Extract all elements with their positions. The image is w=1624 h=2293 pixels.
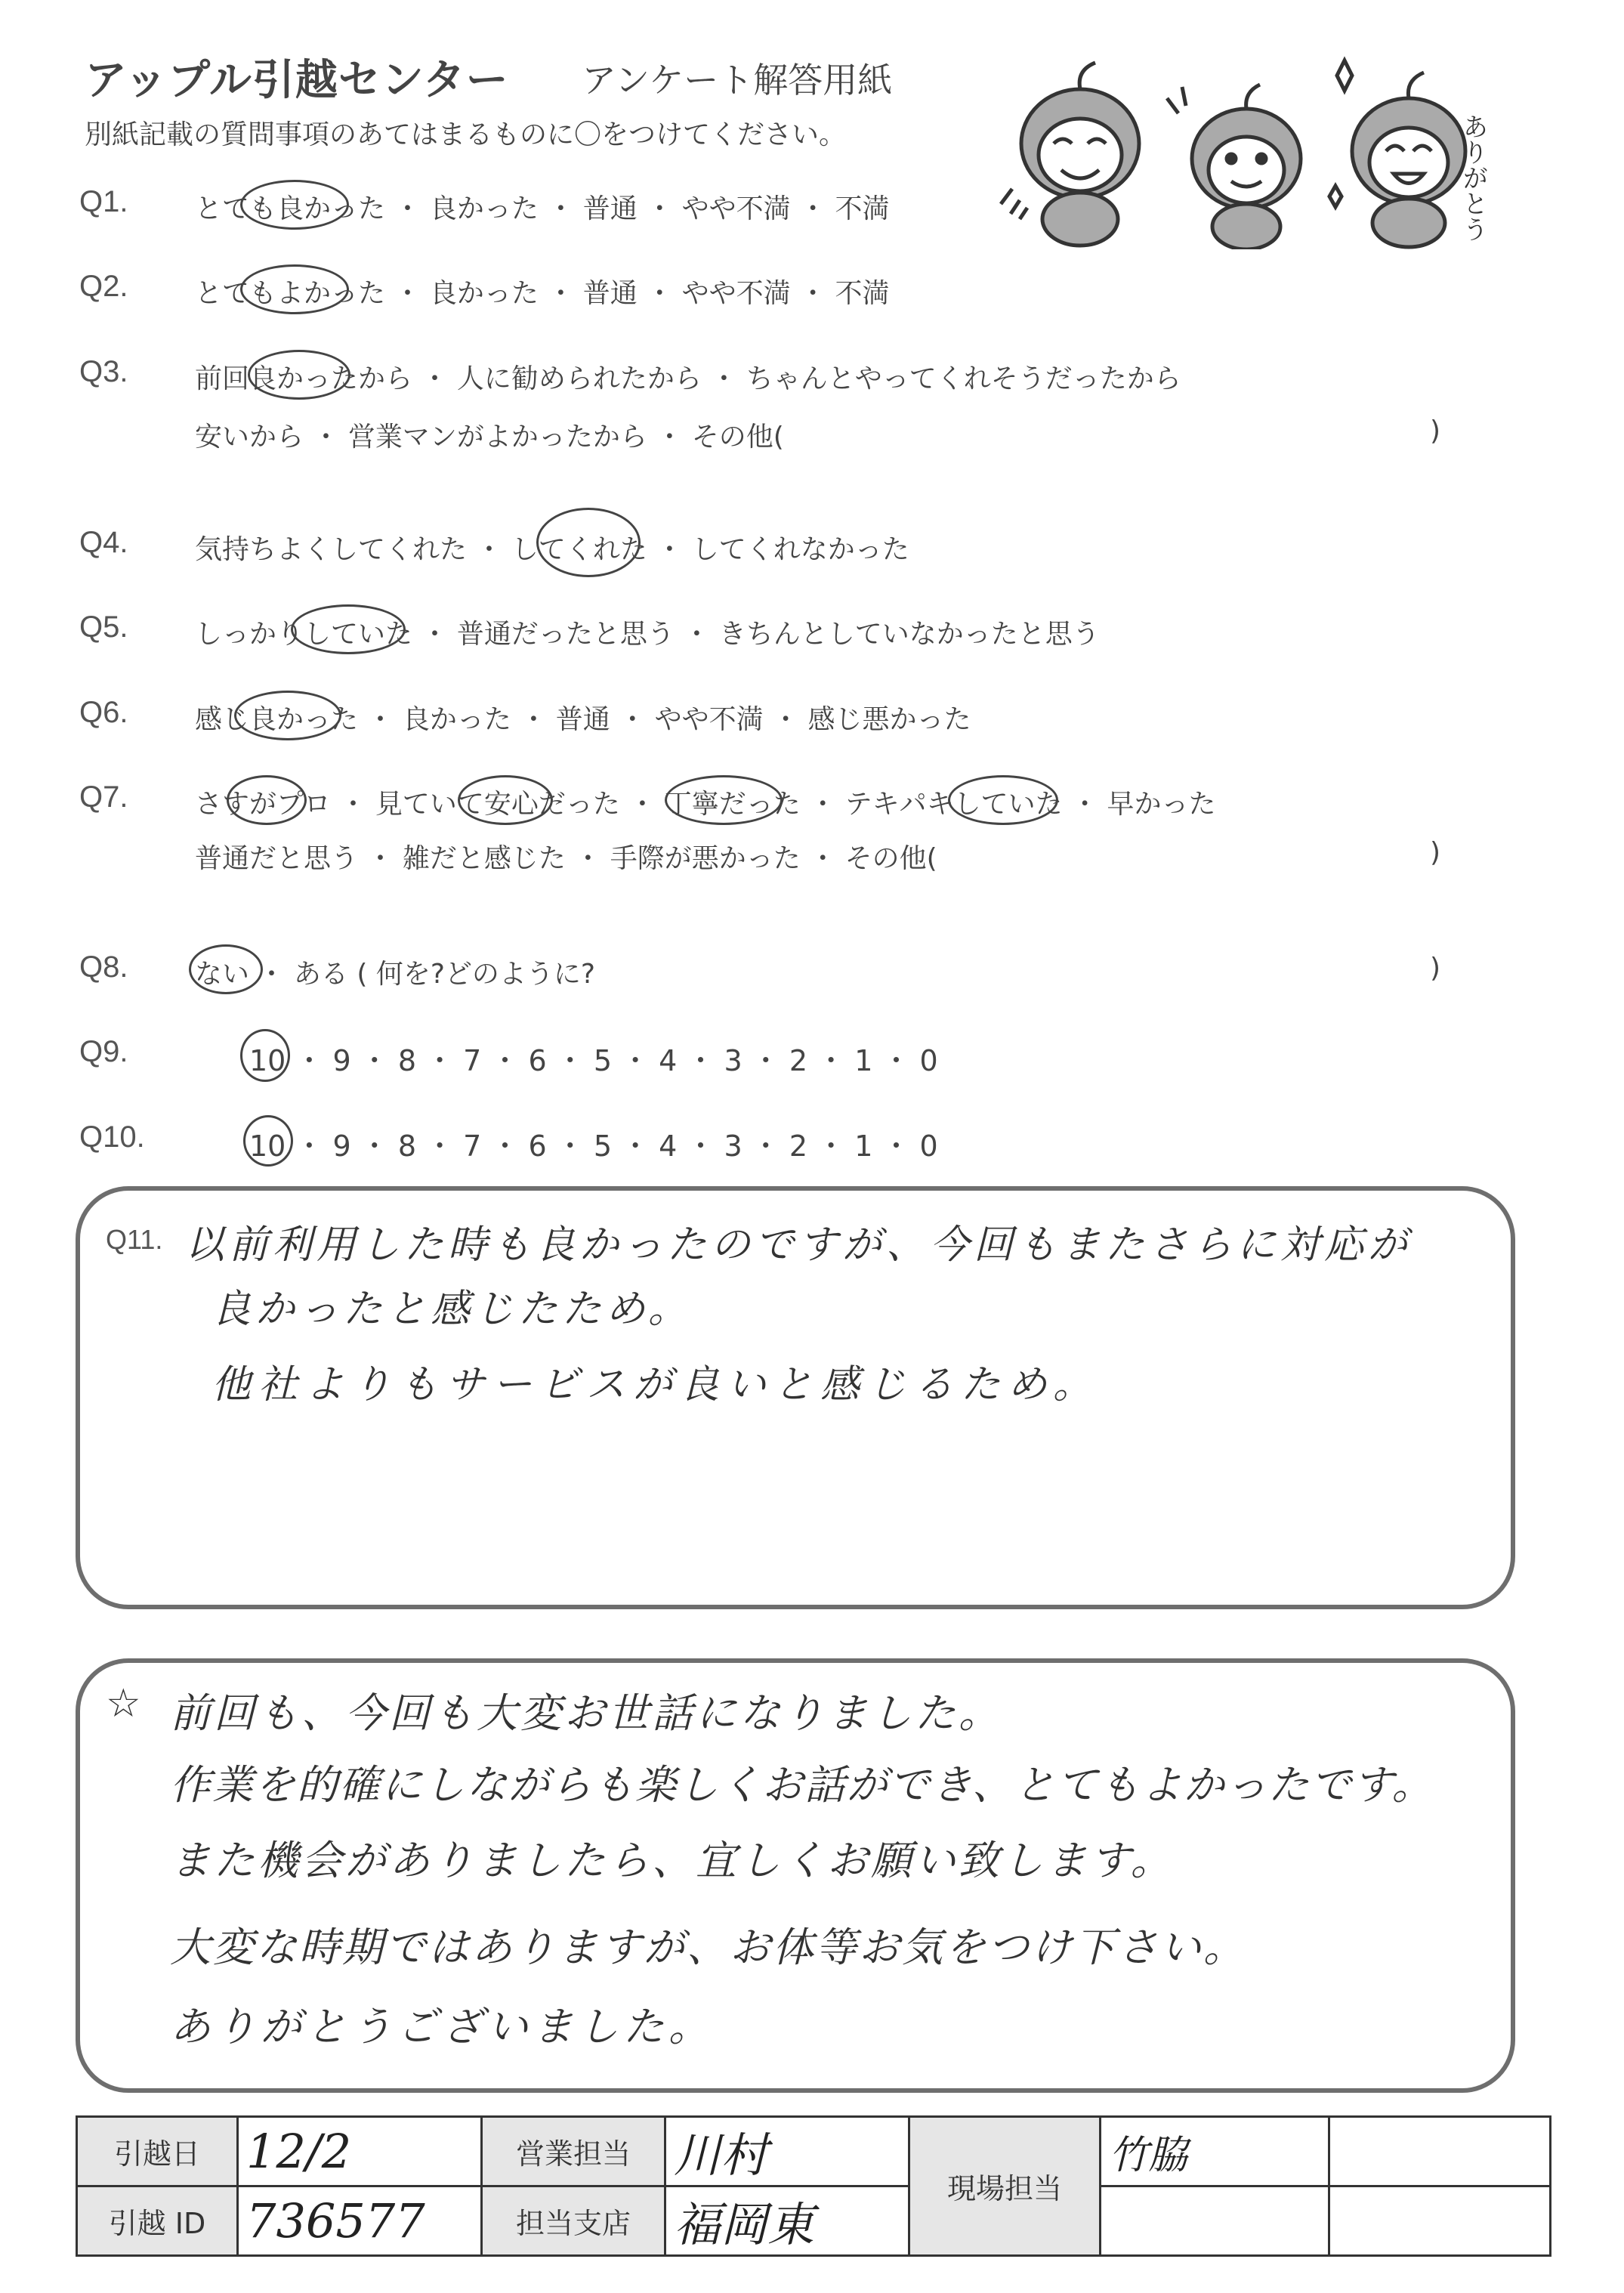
monkey-mascots-illustration (982, 45, 1511, 249)
q8-options[interactable]: ない ・ ある ( 何を?どのように? (195, 959, 596, 990)
move-info-table (76, 2115, 1551, 2257)
q1-options[interactable]: とても良かった ・ 良かった ・ 普通 ・ やや不満 ・ 不満 (195, 193, 890, 224)
q7-selection-circle-4 (948, 775, 1058, 825)
q10-label: Q10. (79, 1120, 145, 1154)
q7-selection-circle-1 (227, 775, 307, 825)
branch-label: 担当支店 (482, 2186, 665, 2256)
q7-options-line2[interactable]: 普通だと思う ・ 雑だと感じた ・ 手際が悪かった ・ その他( (195, 843, 937, 874)
mascot-caption: ありがとう (1458, 113, 1488, 242)
move-date-handwritten: 12/2 (246, 2124, 352, 2179)
site-staff-empty-cell-1 (1101, 2186, 1329, 2256)
site-staff-extra-cell (1329, 2117, 1551, 2186)
comment-line2: 作業を的確にしながらも楽しくお話ができ、とてもよかったです。 (170, 1761, 1434, 1809)
q5-options[interactable]: しっかりしていた ・ 普通だったと思う ・ きちんとしていなかったと思う (195, 619, 1100, 650)
site-staff-empty-cell-2 (1329, 2186, 1551, 2256)
q11-label: Q11. (106, 1224, 163, 1255)
site-staff-handwritten: 竹脇 (1109, 2133, 1188, 2178)
sales-rep-value (665, 2117, 909, 2186)
comment-line1: 前回も、今回も大変お世話になりました。 (170, 1689, 1002, 1737)
branch-handwritten: 福岡東 (674, 2197, 815, 2252)
comment-line4: 大変な時期ではありますが、お体等お気をつけ下さい。 (170, 1924, 1246, 1971)
monkey-mascots-svg (982, 45, 1511, 249)
q3-selection-circle (248, 350, 350, 400)
q2-selection-circle (240, 264, 349, 314)
comment-line3: また機会がありましたら、宜しくお願い致します。 (170, 1837, 1175, 1884)
branch-value (665, 2186, 909, 2256)
q5-label: Q5. (79, 610, 128, 644)
q4-label: Q4. (79, 526, 128, 559)
q3-options-line2[interactable]: 安いから ・ 営業マンがよかったから ・ その他( (195, 422, 784, 453)
q4-selection-circle (536, 508, 641, 577)
q11-answer-line2: 良かったと感じたため。 (211, 1287, 692, 1332)
q9-scale[interactable]: 10 ・ 9 ・ 8 ・ 7 ・ 6 ・ 5 ・ 4 ・ 3 ・ 2 ・ 1 ・ 0 (249, 1044, 938, 1077)
q11-answer-line1: 以前利用した時も良かったのですが、今回もまたさらに対応が (185, 1222, 1413, 1268)
sales-rep-label: 営業担当 (482, 2117, 665, 2186)
q6-label: Q6. (79, 696, 128, 729)
q7-label: Q7. (79, 780, 128, 814)
q2-options[interactable]: とてもよかった ・ 良かった ・ 普通 ・ やや不満 ・ 不満 (195, 278, 890, 309)
q7-options-line1[interactable]: さすがプロ ・ 見ていて安心だった ・ 丁寧だった ・ テキパキしていた ・ 早かった (195, 789, 1216, 820)
q7-selection-circle-3 (665, 775, 783, 825)
q1-selection-circle (240, 180, 349, 230)
q9-selection-circle (240, 1029, 290, 1082)
q7-close-paren: ) (1430, 837, 1441, 868)
q6-options[interactable]: 感じ良かった ・ 良かった ・ 普通 ・ やや不満 ・ 感じ悪かった (195, 704, 971, 735)
q3-close-paren: ) (1430, 416, 1441, 447)
company-name: アップル引越センター (85, 56, 509, 105)
move-date-value (238, 2117, 482, 2186)
q3-label: Q3. (79, 355, 128, 388)
move-id-handwritten: 736577 (246, 2193, 425, 2248)
q10-selection-circle (243, 1115, 293, 1167)
q6-selection-circle (234, 691, 341, 740)
q8-selection-circle (189, 944, 263, 994)
instructions: 別紙記載の質問事項のあてはまるものに〇をつけてください。 (85, 119, 847, 150)
q8-close-paren: ) (1430, 953, 1441, 984)
star-icon: ☆ (106, 1681, 141, 1726)
q10-scale[interactable]: 10 ・ 9 ・ 8 ・ 7 ・ 6 ・ 5 ・ 4 ・ 3 ・ 2 ・ 1 ・ 0 (249, 1130, 938, 1163)
form-title: アンケート解答用紙 (582, 60, 893, 100)
q9-label: Q9. (79, 1035, 128, 1068)
move-id-value (238, 2186, 482, 2256)
q8-label: Q8. (79, 950, 128, 984)
q5-selection-circle (291, 604, 406, 654)
move-date-label: 引越日 (77, 2117, 238, 2186)
move-id-label: 引越 ID (77, 2186, 238, 2256)
q3-options-line1[interactable]: 前回良かったから ・ 人に勧められたから ・ ちゃんとやってくれそうだったから (195, 363, 1181, 394)
site-staff-value (1101, 2117, 1329, 2186)
q2-label: Q2. (79, 270, 128, 303)
sales-rep-handwritten: 川村 (674, 2128, 768, 2183)
q11-answer-line3: 他社よりもサービスが良いと感じるため。 (211, 1362, 1100, 1408)
comment-line5: ありがとうございました。 (170, 2003, 714, 2050)
q4-options[interactable]: 気持ちよくしてくれた ・ してくれた ・ してくれなかった (195, 534, 909, 565)
q1-label: Q1. (79, 185, 128, 218)
site-staff-label: 現場担当 (909, 2117, 1101, 2256)
q7-selection-circle-2 (458, 775, 553, 825)
